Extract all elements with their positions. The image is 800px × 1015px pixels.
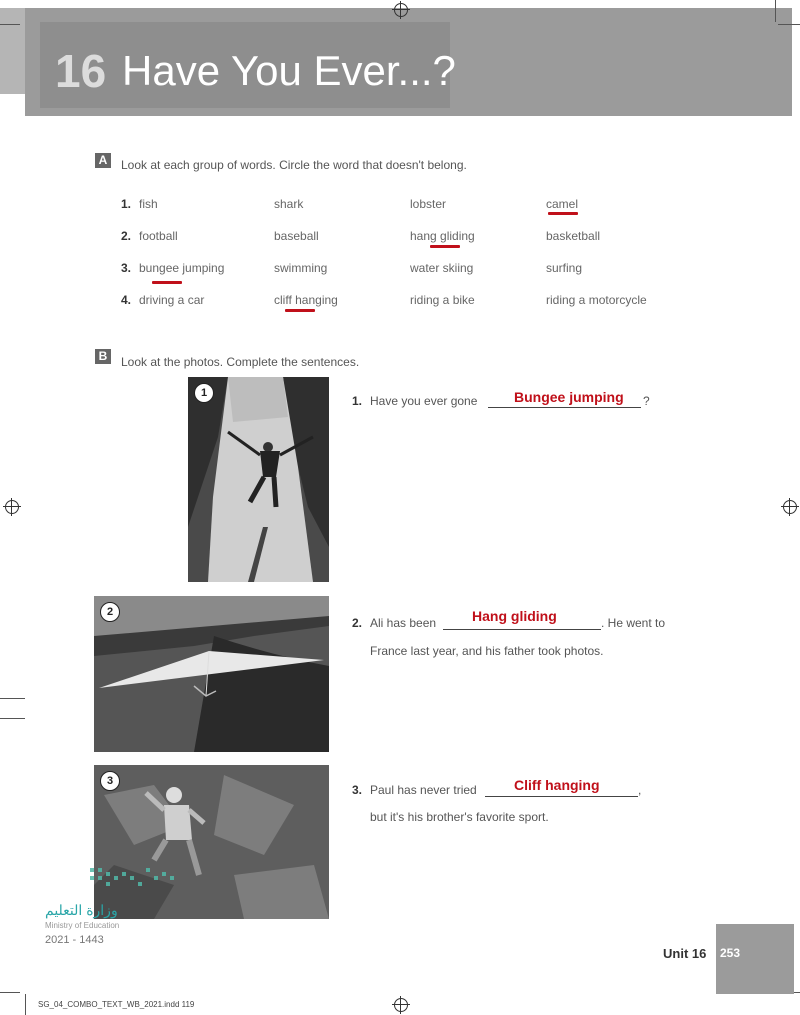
photo-number-badge: 1 <box>194 383 214 403</box>
answer-mark <box>430 245 460 248</box>
crop-mark <box>778 24 800 25</box>
print-file-info: SG_04_COMBO_TEXT_WB_2021.indd 119 <box>38 1000 195 1009</box>
ministry-year: 2021 - 1443 <box>45 934 104 946</box>
sentence-number: 3. <box>352 783 363 797</box>
word-cell: fish <box>139 197 158 211</box>
registration-mark-icon <box>5 500 19 514</box>
word-cell: water skiing <box>410 261 474 275</box>
row-number: 3. <box>121 261 132 275</box>
row-number: 2. <box>121 229 132 243</box>
hang-gliding-photo <box>94 596 329 752</box>
bungee-jumping-photo <box>188 377 329 582</box>
section-a-badge: A <box>95 153 111 168</box>
sentence-text: Paul has never tried <box>370 783 477 797</box>
answer-mark <box>548 212 578 215</box>
word-cell-marked: cliff hanging <box>274 293 338 307</box>
sentence-text: Have you ever gone <box>370 394 478 408</box>
crop-mark <box>0 992 20 993</box>
word-cell: football <box>139 229 178 243</box>
answer-text: Hang gliding <box>472 608 557 624</box>
word-cell: basketball <box>546 229 601 243</box>
crop-mark <box>0 24 20 25</box>
word-cell: swimming <box>274 261 328 275</box>
sentence-text: , <box>638 783 642 797</box>
word-cell: shark <box>274 197 304 211</box>
answer-mark <box>285 309 315 312</box>
row-number: 1. <box>121 197 132 211</box>
word-cell-marked: hang gliding <box>410 229 475 243</box>
crop-mark <box>0 718 25 719</box>
section-b-badge: B <box>95 349 111 364</box>
header-left-strip <box>0 8 25 94</box>
section-a-instruction: Look at each group of words. Circle the word that doesn't belong. <box>121 158 467 172</box>
ministry-logo-icon <box>88 866 180 890</box>
photo-number-badge: 2 <box>100 602 120 622</box>
photo-number-badge: 3 <box>100 771 120 791</box>
registration-mark-icon <box>394 3 408 17</box>
word-cell: baseball <box>274 229 319 243</box>
registration-mark-icon <box>783 500 797 514</box>
word-cell: lobster <box>410 197 447 211</box>
ministry-name-english: Ministry of Education <box>45 921 120 930</box>
word-cell: riding a bike <box>410 293 475 307</box>
word-cell: surfing <box>546 261 583 275</box>
sentence-text: but it's his brother's favorite sport. <box>370 810 549 824</box>
sentence-text: ? <box>643 394 650 408</box>
crop-mark <box>0 698 25 699</box>
unit-label: Unit 16 <box>663 946 707 961</box>
registration-mark-icon <box>394 998 408 1012</box>
cliff-hanging-photo <box>94 765 329 919</box>
sentence-number: 2. <box>352 616 363 630</box>
answer-text: Cliff hanging <box>514 777 600 793</box>
sentence-number: 1. <box>352 394 363 408</box>
answer-text: Bungee jumping <box>514 389 624 405</box>
word-cell: riding a motorcycle <box>546 293 647 307</box>
ministry-name-arabic: وزارة التعليم <box>45 902 118 918</box>
word-cell-marked: camel <box>546 197 579 211</box>
sentence-text: France last year, and his father took photos. <box>370 644 604 658</box>
crop-mark <box>775 0 776 22</box>
answer-mark <box>152 281 182 284</box>
page-number: 253 <box>720 946 741 960</box>
sentence-text: Ali has been <box>370 616 437 630</box>
row-number: 4. <box>121 293 132 307</box>
sentence-text: . He went to <box>601 616 666 630</box>
page-title: Have You Ever...? <box>122 47 456 94</box>
section-b-instruction: Look at the photos. Complete the sentences. <box>121 355 360 369</box>
lesson-number: 16 <box>55 45 107 97</box>
word-cell: driving a car <box>139 293 205 307</box>
word-cell-marked: bungee jumping <box>139 261 225 275</box>
crop-mark <box>25 994 26 1015</box>
